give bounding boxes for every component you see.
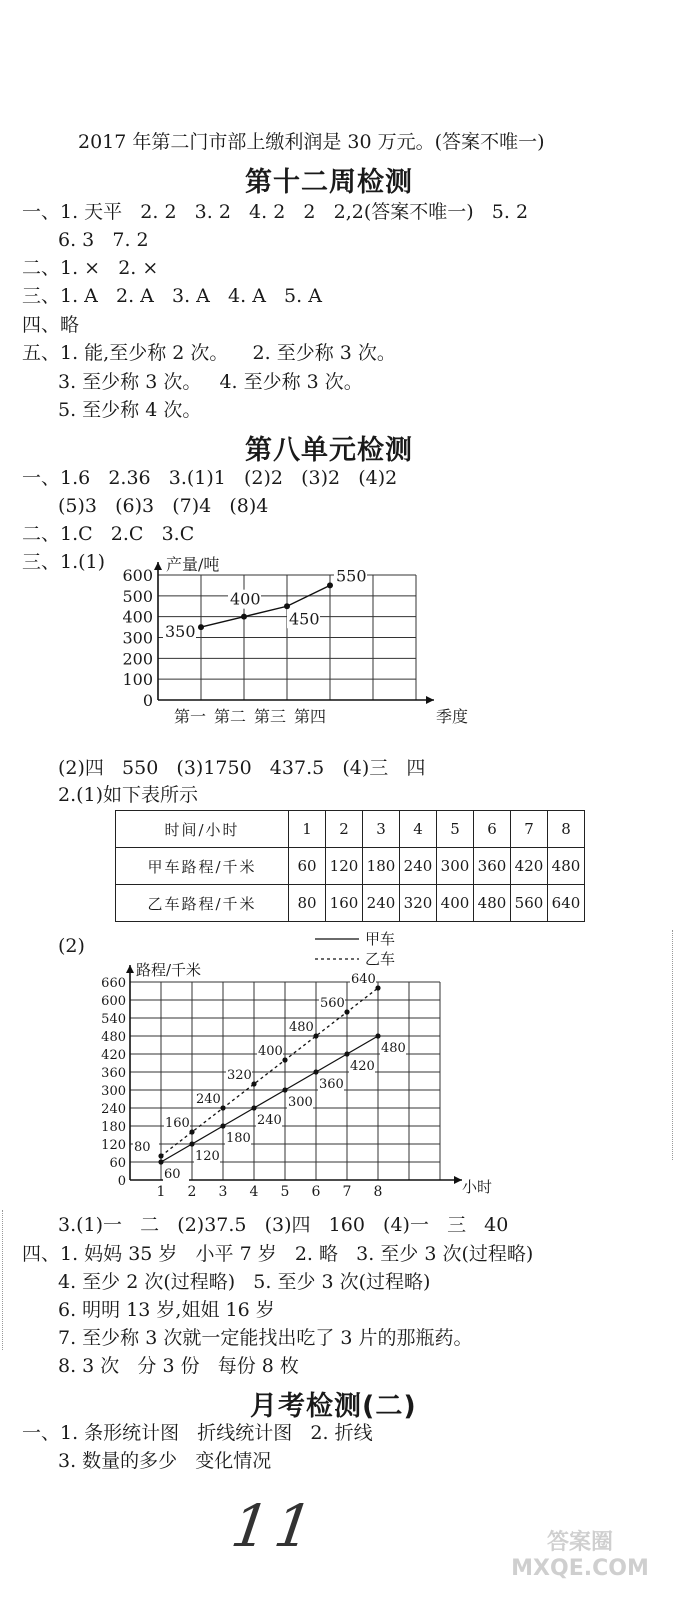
y-tick-label: 180 xyxy=(101,1120,126,1135)
answer-line: 7. 至少称 3 次就一定能找出吃了 3 片的那瓶药。 xyxy=(58,1327,473,1349)
answer-line: 3. 至少称 3 次。 4. 至少称 3 次。 xyxy=(58,371,363,393)
y-tick-label: 100 xyxy=(122,670,153,690)
data-label: 360 xyxy=(319,1077,344,1092)
data-label: 400 xyxy=(258,1044,283,1059)
data-point xyxy=(344,1051,349,1056)
table-cell: 2 xyxy=(326,811,363,848)
table-cell: 5 xyxy=(437,811,474,848)
y-tick-label: 200 xyxy=(122,649,153,669)
data-label: 320 xyxy=(227,1068,252,1083)
x-tick-label: 1 xyxy=(156,1184,166,1200)
answer-line: 五、1. 能,至少称 2 次。 2. 至少称 3 次。 xyxy=(22,342,396,364)
table-cell: 4 xyxy=(400,811,437,848)
table-cell: 300 xyxy=(437,848,474,885)
x-tick-label: 7 xyxy=(342,1184,352,1200)
table-cell: 240 xyxy=(400,848,437,885)
table-cell: 3 xyxy=(363,811,400,848)
data-label: 550 xyxy=(336,566,367,586)
table-cell: 560 xyxy=(511,885,548,922)
y-tick-label: 300 xyxy=(101,1084,126,1099)
table-row xyxy=(116,848,585,885)
y-tick-label: 300 xyxy=(122,628,153,648)
data-label: 350 xyxy=(165,622,196,642)
y-tick-label: 600 xyxy=(101,994,126,1009)
data-label: 420 xyxy=(350,1059,375,1074)
y-tick-label: 120 xyxy=(101,1138,126,1153)
answer-line: 二、1. × 2. × xyxy=(22,257,159,279)
table-cell: 160 xyxy=(326,885,363,922)
y-tick-label: 540 xyxy=(101,1012,126,1027)
section-title-unit8: 第八单元检测 xyxy=(245,435,413,466)
y-axis-arrow xyxy=(126,965,134,973)
data-label: 120 xyxy=(195,1149,220,1164)
data-point xyxy=(220,1123,225,1128)
top-line: 2017 年第二门市部上缴利润是 30 万元。(答案不唯一) xyxy=(78,131,545,153)
data-label: 480 xyxy=(289,1020,314,1035)
data-label: 450 xyxy=(289,609,320,629)
answer-line: 8. 3 次 分 3 份 每份 8 枚 xyxy=(58,1355,299,1377)
y-tick-label: 60 xyxy=(109,1156,126,1171)
answer-line: 6. 3 7. 2 xyxy=(58,229,149,251)
table-cell: 8 xyxy=(548,811,585,848)
answer-line: 6. 明明 13 岁,姐姐 16 岁 xyxy=(58,1299,275,1321)
watermark-logo: 答案圈 MXQE.COM xyxy=(511,1530,649,1581)
data-label: 240 xyxy=(196,1092,221,1107)
section-title-week12: 第十二周检测 xyxy=(245,167,413,198)
y-tick-label: 400 xyxy=(122,607,153,627)
data-label: 300 xyxy=(288,1095,313,1110)
margin-dots xyxy=(2,1210,4,1350)
data-point xyxy=(158,1153,163,1158)
data-point xyxy=(189,1141,194,1146)
y-tick-label: 480 xyxy=(101,1030,126,1045)
data-label: 160 xyxy=(165,1116,190,1131)
answer-line: (5)3 (6)3 (7)4 (8)4 xyxy=(58,495,269,517)
table-row-label: 乙车路程/千米 xyxy=(116,885,289,922)
y-axis-label: 产量/吨 xyxy=(166,555,220,574)
x-tick-label: 第二 xyxy=(214,707,247,726)
x-tick-label: 第四 xyxy=(294,707,327,726)
table-header-cell: 时间/小时 xyxy=(116,811,289,848)
answer-line: 一、1. 天平 2. 2 3. 2 4. 2 2 2,2(答案不唯一) 5. 2 xyxy=(22,201,529,223)
data-point xyxy=(220,1105,225,1110)
x-axis-label: 小时 xyxy=(462,1178,493,1196)
table-cell: 180 xyxy=(363,848,400,885)
answer-line: 4. 至少 2 次(过程略) 5. 至少 3 次(过程略) xyxy=(58,1271,431,1293)
table-cell: 480 xyxy=(548,848,585,885)
data-point xyxy=(282,1057,287,1062)
table-cell: 420 xyxy=(511,848,548,885)
data-label: 400 xyxy=(230,589,261,609)
table-cell: 320 xyxy=(400,885,437,922)
y-tick-label: 600 xyxy=(122,566,153,585)
data-point xyxy=(251,1105,256,1110)
table-row xyxy=(116,811,585,848)
section-title-monthly2: 月考检测(二) xyxy=(250,1391,417,1422)
table-cell: 6 xyxy=(474,811,511,848)
x-tick-label: 第一 xyxy=(174,707,207,726)
y-tick-label: 420 xyxy=(101,1048,126,1063)
y-tick-label: 360 xyxy=(101,1066,126,1081)
y-tick-label: 240 xyxy=(101,1102,126,1117)
answer-line: 二、1.C 2.C 3.C xyxy=(22,523,195,545)
x-tick-label: 5 xyxy=(280,1184,290,1200)
table-cell: 480 xyxy=(474,885,511,922)
y-axis-arrow xyxy=(154,562,162,570)
y-tick-label: 0 xyxy=(142,691,153,710)
y-tick-label: 660 xyxy=(101,976,126,991)
y-axis-label: 路程/千米 xyxy=(136,961,202,979)
answer-line: (2) xyxy=(58,935,85,957)
data-point xyxy=(198,624,204,630)
data-label: 640 xyxy=(351,972,376,987)
answer-line: 2.(1)如下表所示 xyxy=(58,784,199,806)
data-point xyxy=(158,1159,163,1164)
data-point xyxy=(313,1033,318,1038)
table-row-label: 甲车路程/千米 xyxy=(116,848,289,885)
table-cell: 640 xyxy=(548,885,585,922)
margin-dots xyxy=(672,930,674,1160)
x-axis-arrow xyxy=(454,1176,462,1184)
data-label: 480 xyxy=(381,1041,406,1056)
legend-label: 甲车 xyxy=(365,930,396,948)
x-tick-label: 第三 xyxy=(254,707,287,726)
data-point xyxy=(241,614,247,620)
answer-line: (2)四 550 (3)1750 437.5 (4)三 四 xyxy=(58,757,426,779)
production-line-chart xyxy=(110,550,469,730)
data-point xyxy=(189,1129,194,1134)
answer-line: 一、1.6 2.36 3.(1)1 (2)2 (3)2 (4)2 xyxy=(22,467,398,489)
table-cell: 400 xyxy=(437,885,474,922)
table-cell: 240 xyxy=(363,885,400,922)
answer-line: 三、1. A 2. A 3. A 4. A 5. A xyxy=(22,285,322,307)
data-label: 560 xyxy=(320,996,345,1011)
table-cell: 1 xyxy=(289,811,326,848)
x-axis-label: 季度 xyxy=(436,707,469,726)
data-point xyxy=(375,1033,380,1038)
legend-label: 乙车 xyxy=(365,950,396,968)
answer-line: 一、1. 条形统计图 折线统计图 2. 折线 xyxy=(22,1422,373,1444)
answer-line: 3. 数量的多少 变化情况 xyxy=(58,1450,272,1472)
table-cell: 120 xyxy=(326,848,363,885)
data-point xyxy=(375,985,380,990)
data-point xyxy=(313,1069,318,1074)
data-point xyxy=(282,1087,287,1092)
answer-line: 三、1.(1) xyxy=(22,551,106,573)
table-cell: 360 xyxy=(474,848,511,885)
data-label: 60 xyxy=(164,1167,181,1182)
data-point xyxy=(251,1081,256,1086)
x-tick-label: 3 xyxy=(218,1184,228,1200)
data-point xyxy=(344,1009,349,1014)
data-label: 80 xyxy=(134,1140,151,1155)
answer-line: 四、略 xyxy=(22,314,80,336)
page-number: 11 xyxy=(227,1492,323,1560)
x-axis-arrow xyxy=(426,696,434,704)
data-label: 180 xyxy=(226,1131,251,1146)
answer-line: 四、1. 妈妈 35 岁 小平 7 岁 2. 略 3. 至少 3 次(过程略) xyxy=(22,1243,534,1265)
table-row xyxy=(116,885,585,922)
x-tick-label: 2 xyxy=(187,1184,197,1200)
x-tick-label: 4 xyxy=(249,1184,259,1200)
data-point xyxy=(327,582,333,588)
table-cell: 60 xyxy=(289,848,326,885)
distance-line-chart xyxy=(80,925,520,1205)
data-label: 240 xyxy=(257,1113,282,1128)
answer-line: 3.(1)一 二 (2)37.5 (3)四 160 (4)一 三 40 xyxy=(58,1214,509,1236)
x-tick-label: 8 xyxy=(373,1184,383,1200)
y-tick-label: 500 xyxy=(122,586,153,606)
x-tick-label: 6 xyxy=(311,1184,321,1200)
y-tick-label: 0 xyxy=(117,1174,126,1189)
table-cell: 80 xyxy=(289,885,326,922)
distance-table xyxy=(115,810,585,922)
table-cell: 7 xyxy=(511,811,548,848)
answer-line: 5. 至少称 4 次。 xyxy=(58,399,202,421)
